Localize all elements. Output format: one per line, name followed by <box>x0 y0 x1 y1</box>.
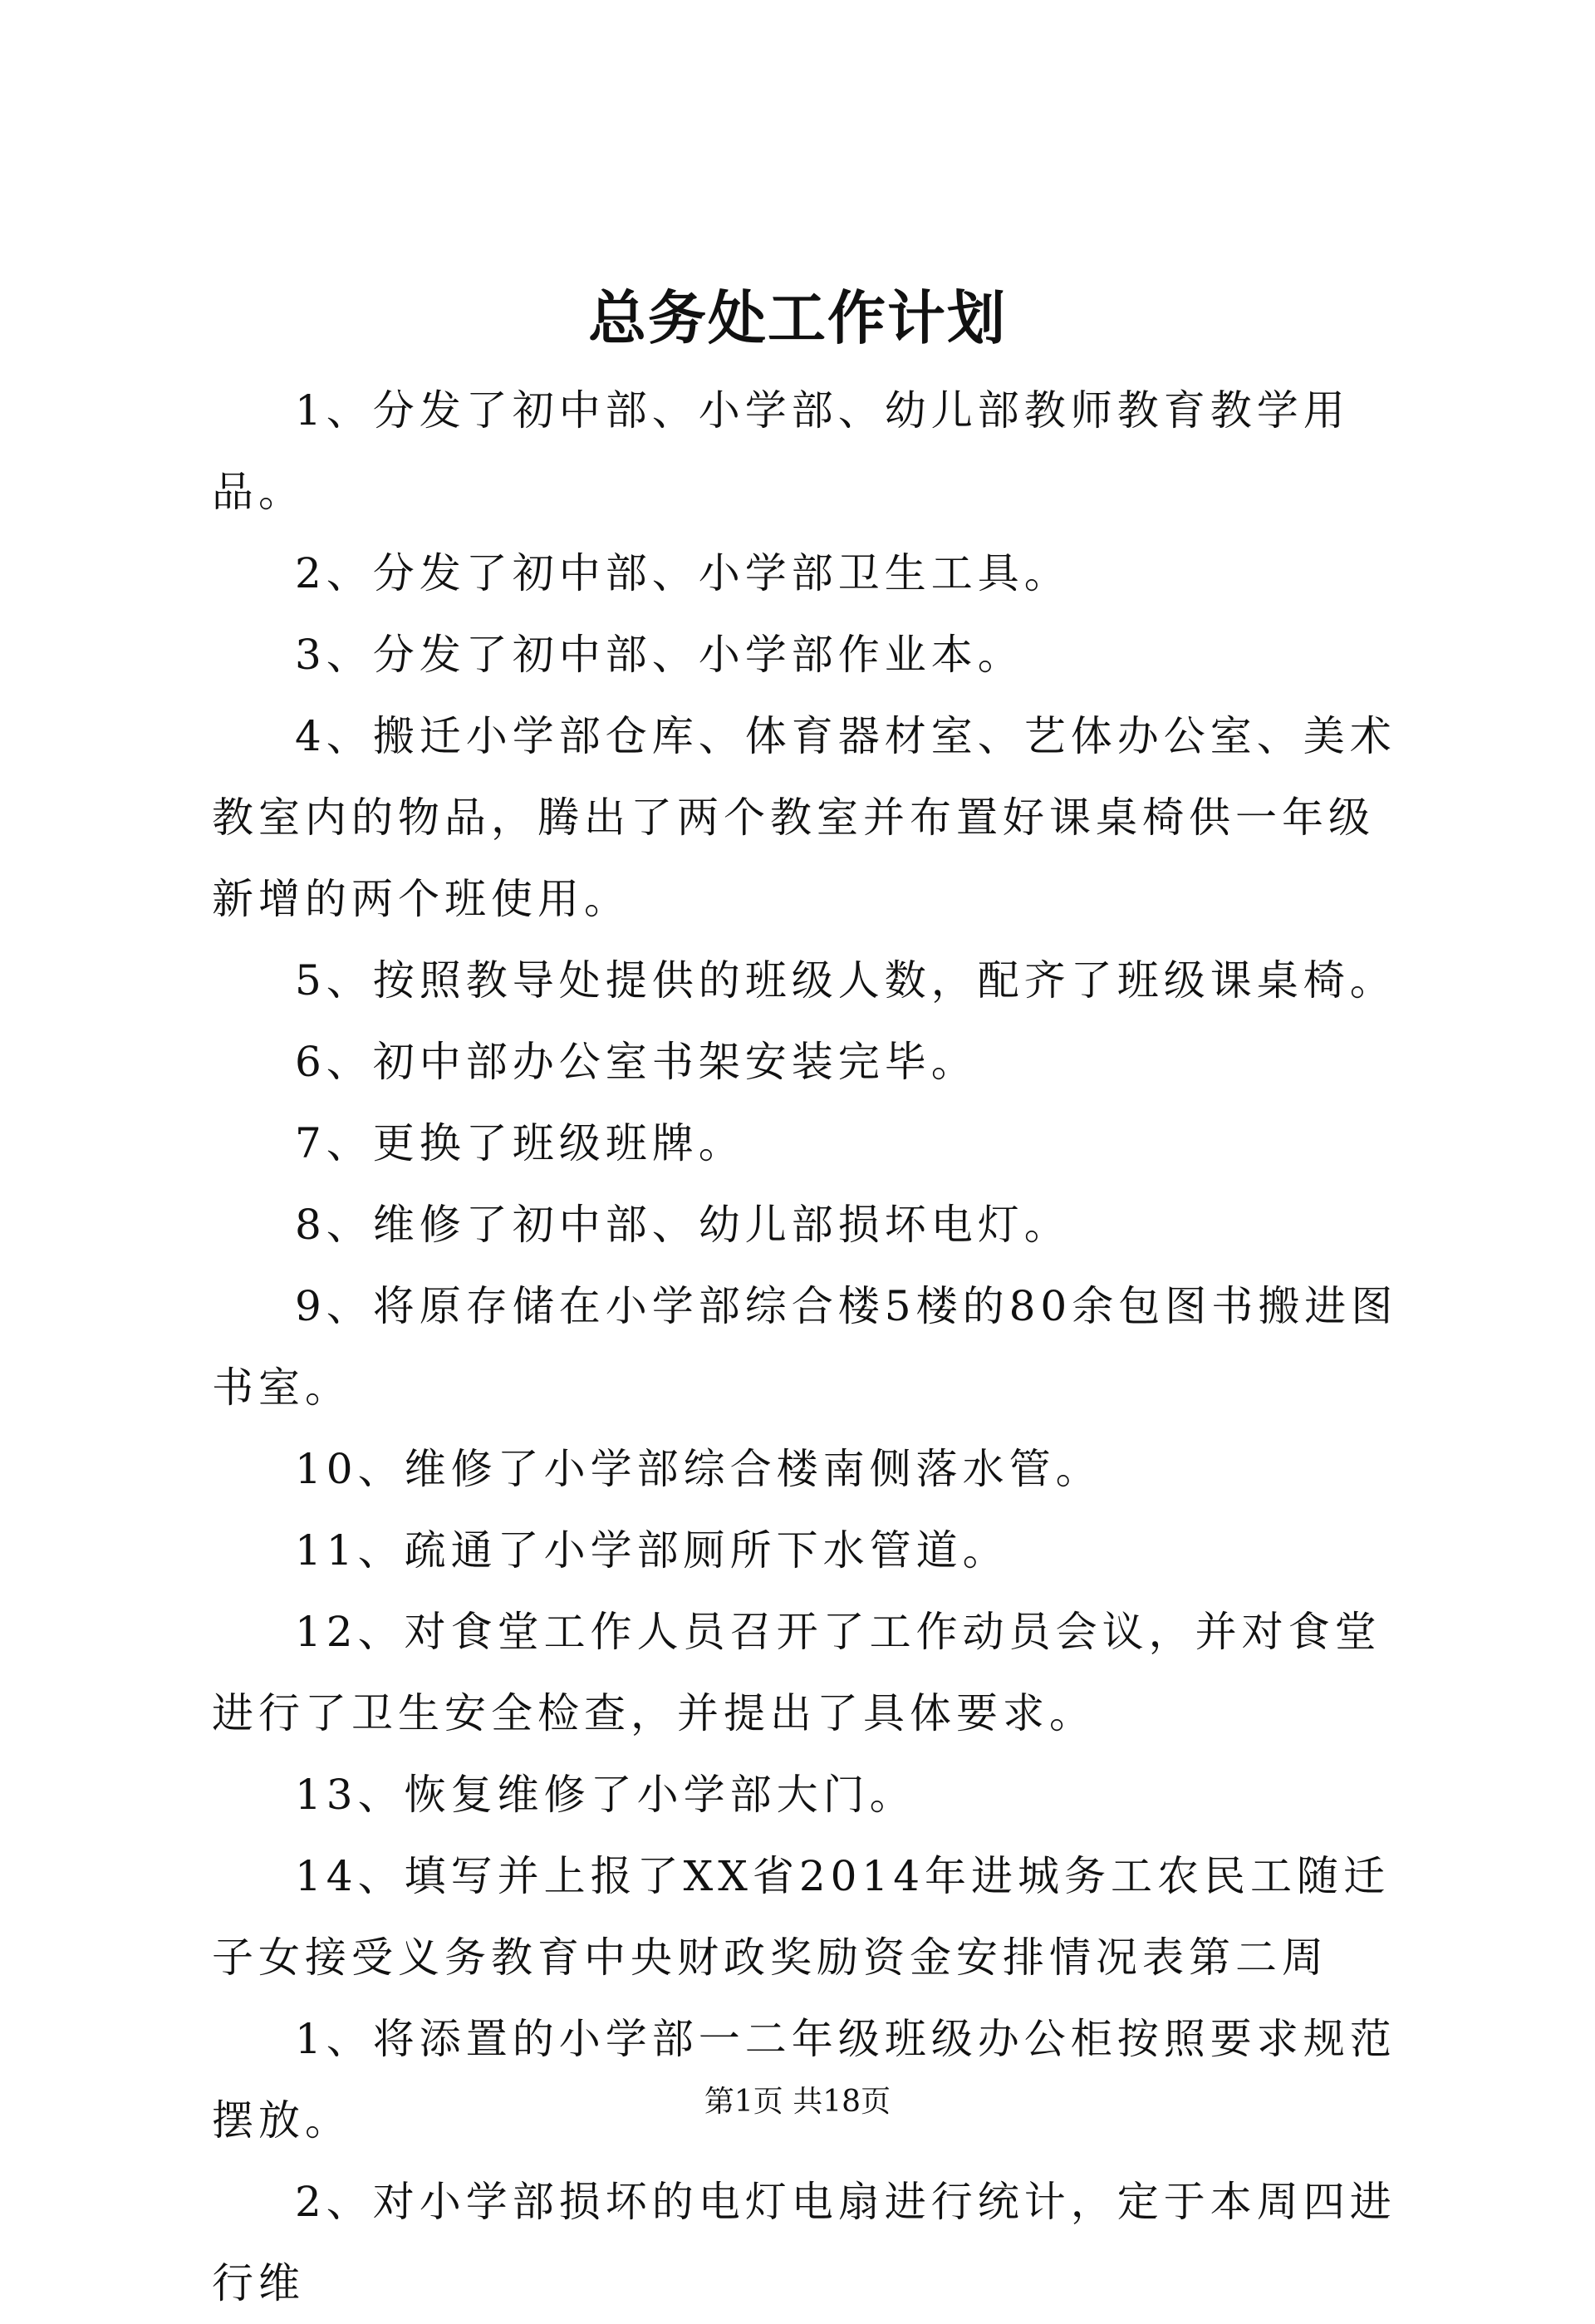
paragraph-13: 13、恢复维修了小学部大门。 <box>295 1771 916 1819</box>
paragraph-7: 7、更换了班级班牌。 <box>295 1119 745 1167</box>
page-title: 总务处工作计划 <box>588 283 1007 352</box>
paragraph-6: 6、初中部办公室书架安装完毕。 <box>295 1038 978 1086</box>
paragraph-5: 5、按照教导处提供的班级人数，配齐了班级课桌椅。 <box>295 956 1396 1005</box>
paragraph-1: 1、分发了初中部、小学部、幼儿部教师教育教学用品。 <box>212 386 1350 516</box>
paragraph-8: 8、维修了初中部、幼儿部损坏电灯。 <box>295 1201 1071 1249</box>
paragraph-14: 14、填写并上报了XX省2014年进城务工农民工随迁子女接受义务教育中央财政奖励资金安排情况表第二周 <box>212 1852 1391 1982</box>
paragraph-3: 3、分发了初中部、小学部作业本。 <box>295 631 1024 679</box>
paragraph-16: 2、对小学部损坏的电灯电扇进行统计，定于本周四进行维 <box>212 2178 1396 2307</box>
paragraph-2: 2、分发了初中部、小学部卫生工具。 <box>295 549 1071 597</box>
paragraph-10: 10、维修了小学部综合楼南侧落水管。 <box>295 1445 1102 1493</box>
paragraph-15: 1、将添置的小学部一二年级班级办公柜按照要求规范摆放。 <box>212 2015 1396 2145</box>
document-body <box>212 370 1400 2324</box>
paragraph-9: 9、将原存储在小学部综合楼5楼的80余包图书搬进图书室。 <box>212 1282 1398 1412</box>
paragraph-4: 4、搬迁小学部仓库、体育器材室、艺体办公室、美术教室内的物品，腾出了两个教室并布置好课桌椅供一年级新增的两个班使用。 <box>212 712 1396 923</box>
page-footer: 第1页 共18页 <box>704 2085 891 2119</box>
paragraph-12: 12、对食堂工作人员召开了工作动员会议，并对食堂进行了卫生安全检查，并提出了具体要求。 <box>212 1608 1382 1737</box>
paragraph-11: 11、疏通了小学部厕所下水管道。 <box>295 1526 1009 1575</box>
